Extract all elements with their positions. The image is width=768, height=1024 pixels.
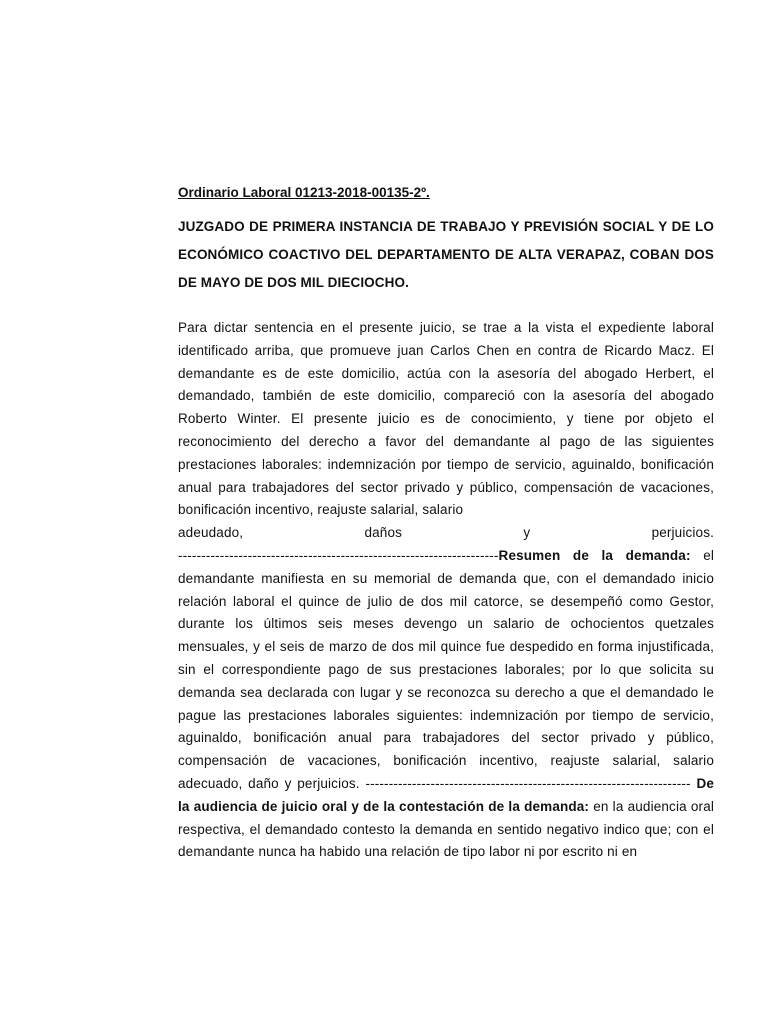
document-page — [178, 184, 714, 864]
section-heading-audiencia: De la audiencia de juicio oral y de la contestación de la demanda: — [178, 775, 715, 814]
paragraph-introduction-last-line: adeudado, daños y perjuicios. — [178, 525, 714, 541]
paragraph-introduction-text: Para dictar sentencia en el presente juicio, se trae a la vista el expediente laboral identificado arriba, que promueve juan Carlos Chen en contra de Ricardo Macz. El demandante es de este domicilio, actúa con la asesoría del abogado Herbert, el demandado, también de este domicilio, compareció con la asesoría del abogado Roberto Winter. El presente juicio es de conocimiento, y tiene por objeto el reconocimiento del derecho a favor del demandante al pago de las siguientes prestaciones laborales: indemnización por tiempo de servicio, aguinaldo, bonificación anual para trabajadores del sector privado y público, compensación de vacaciones, bonificación incentivo, reajuste salarial, salario — [178, 320, 714, 518]
paragraph-resumen-text: el demandante manifiesta en su memorial de demanda que, con el demandado inicio relación laboral el quince de julio de dos mil catorce, se desempeñó como Gestor, durante los últimos seis meses devengo un salario de ochocientos quetzales mensuales, y el seis de marzo de dos mil quince fue despedido en forma injustificada, sin el correspondiente pago de sus prestaciones laborales; por lo que solicita su demanda sea declarada con lugar y se reconozca su derecho a que el demandado le pague las prestaciones laborales siguientes: indemnización por tiempo de servicio, aguinaldo, bonificación anual para trabajadores del sector privado y público, compensación de vacaciones, bonificación incentivo, reajuste salarial, salario adecuado, daño y perjuicios. — [178, 547, 714, 791]
paragraph-introduction — [178, 317, 714, 864]
section-divider-dashes-2: ---------------------------------------------------------------------- — [365, 775, 691, 791]
section-heading-resumen: Resumen de la demanda: — [498, 547, 691, 563]
case-reference: Ordinario Laboral 01213-2018-00135-2º. — [178, 185, 430, 200]
paragraph-audiencia-text: en la audiencia oral respectiva, el demandado contesto la demanda en sentido negativo indico que; con el demandante nunca ha habido una relación de tipo labor ni por escrito ni en — [178, 798, 715, 860]
court-header: JUZGADO DE PRIMERA INSTANCIA DE TRABAJO Y PREVISIÓN SOCIAL Y DE LO ECONÓMICO COACTIVO DEL DEPARTAMENTO DE ALTA VERAPAZ, COBAN DOS DE MAYO DE DOS MIL DIECIOCHO. — [178, 219, 714, 290]
section-divider-dashes: --------------------------------------------------------------------- — [178, 547, 499, 563]
